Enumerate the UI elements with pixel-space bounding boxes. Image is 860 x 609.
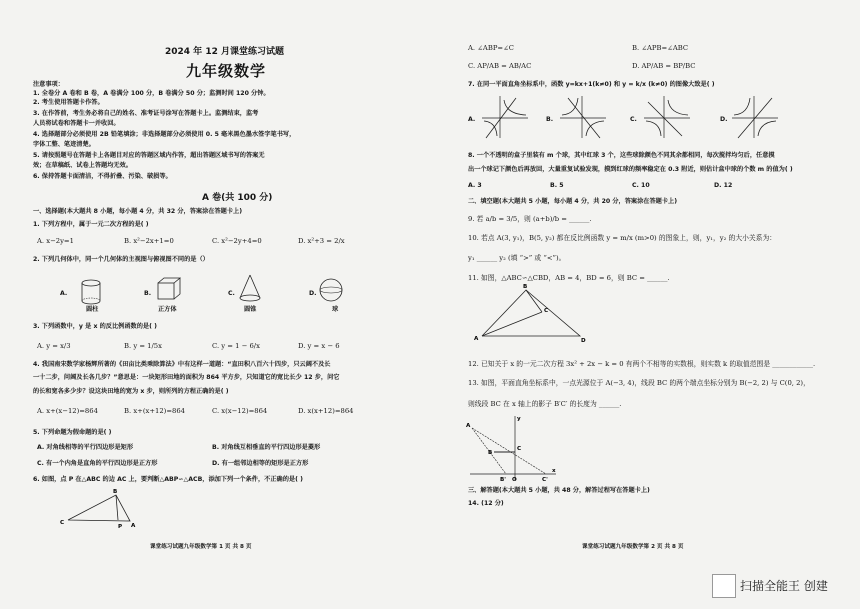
q7-stem: 7. 在同一平面直角坐标系中，函数 y=kx+1(k≠0) 和 y = k/x (k≠0) 的图像大致是( ) (468, 81, 715, 88)
q8-option-d: D. 12 (714, 182, 733, 189)
note-line: 1. 全卷分 A 卷和 B 卷，A 卷满分 100 分，B 卷满分 50 分；监测时间 120 分钟。 (33, 90, 270, 97)
q10-stem-2: y₁ ______ y₂ (填 “>” 或 “<”)。 (468, 254, 566, 262)
q5-stem: 5. 下列命题为假命题的是( ) (33, 429, 112, 436)
q8-option-a: A. 3 (468, 182, 482, 189)
q6-option-a: A. ∠ABP=∠C (468, 44, 514, 52)
svg-text:O: O (512, 477, 517, 483)
q2-option-a: A. (60, 290, 68, 297)
q6-triangle-figure (60, 487, 144, 530)
q10-stem: 10. 若点 A(3, y₁)，B(5, y₂) 都在反比例函数 y = m/x (m>0) 的图象上，则，y₁，y₂ 的大小关系为： (468, 234, 777, 242)
svg-text:D: D (581, 338, 586, 344)
q7-graph-a (482, 94, 532, 140)
q2-stem: 2. 下列几何体中，同一个几何体的主视图与俯视图不同的是（） (33, 256, 209, 263)
page-footer: 课堂练习试题九年级数学第 2 页 共 8 页 (582, 544, 684, 550)
q4-option-d: D. x(x+12)=864 (298, 407, 354, 415)
q3-option-a: A. y = x/3 (37, 342, 71, 350)
q8-option-b: B. 5 (550, 182, 564, 189)
q13-stem: 13. 如图，平面直角坐标系中，一点光源位于 A(−3, 4)，线段 BC 的两个端点坐标分别为 B(−2, 2) 与 C(0, 2)， (468, 379, 810, 387)
q3-option-b: B. y = 1/5x (124, 342, 162, 350)
part2-title: 二、填空题(本大题共 5 小题，每小题 4 分，共 20 分，答案涂在答题卡上) (468, 198, 678, 205)
q4-option-a: A. x+(x−12)=864 (37, 407, 98, 415)
q2-option-d: D. (309, 290, 317, 297)
camscanner-watermark (712, 574, 852, 600)
q1-option-b: B. x²−2x+1=0 (124, 237, 174, 245)
qr-code-icon (712, 574, 736, 598)
svg-text:x: x (552, 468, 556, 474)
q12-stem: 12. 已知关于 x 的一元二次方程 3x² + 2x − k = 0 有两个不相等的实数根，则实数 k 的取值范围是 ____________. (468, 360, 816, 368)
q7-graph-d (732, 94, 782, 140)
page-footer: 课堂练习试题九年级数学第 1 页 共 8 页 (150, 544, 252, 550)
q8-stem: 8. 一个不透明的盒子里装有 m 个球，其中红球 3 个，这些球除颜色不同其余都相同，每次搅拌均匀后，任意摸 (468, 152, 775, 159)
q14-stem: 14. (12 分) (468, 500, 504, 507)
svg-text:B: B (113, 489, 118, 495)
q13-stem-2: 则线段 BC 在 x 轴上的影子 B′C′ 的长度为 ______. (468, 400, 622, 408)
q2-option-c: C. (228, 290, 235, 297)
svg-text:A: A (474, 336, 479, 342)
svg-text:B: B (523, 284, 528, 290)
q4-stem-3: 的长和宽各多少步？设这块田地的宽为 x 步，则所列的方程正确的是( ) (33, 388, 229, 395)
q8-option-c: C. 10 (632, 182, 650, 189)
q4-stem: 4. 我国南宋数学家杨辉所著的《田亩比类乘除算法》中有这样一道题：“直田积八百六十四步，只云阔不及长 (33, 361, 331, 368)
q4-option-b: B. x+(x+12)=864 (124, 407, 185, 415)
exam-header: 2024 年 12 月课堂练习试题 (165, 47, 284, 57)
part1-title: 一、选择题(本大题共 8 小题，每小题 4 分，共 32 分，答案涂在答题卡上) (33, 208, 243, 215)
note-line: 字体工整、笔迹清楚。 (33, 141, 95, 148)
q4-stem-2: 一十二步，问阔及长各几步？”意思是：一块矩形田地的面积为 864 平方步，只知道它的宽比长少 12 步，问它 (33, 374, 340, 381)
q2-caption-c: 圆锥 (244, 306, 257, 313)
note-line: 2. 考生使用答题卡作答。 (33, 99, 104, 106)
q1-option-c: C. x²−2y+4=0 (212, 237, 262, 245)
q6-option-b: B. ∠APB=∠ABC (632, 44, 689, 52)
cone-figure (237, 273, 267, 305)
q6-option-d: D. AP/AB = BP/BC (632, 62, 696, 70)
svg-text:C: C (517, 446, 522, 452)
q5-option-c: C. 有一个内角是直角的平行四边形是正方形 (37, 460, 158, 467)
watermark-text: 扫描全能王 创建 (740, 579, 828, 593)
part3-title: 三、解答题(本大题共 5 小题，共 48 分，解答过程写在答题卡上) (468, 487, 650, 494)
q4-option-c: C. x(x−12)=864 (212, 407, 268, 415)
q6-stem: 6. 如图，点 P 在△ABC 的边 AC 上，要判断△ABP∽△ACB，添加下列一个条件，不正确的是( ) (33, 476, 303, 483)
q5-option-a: A. 对角线相等的平行四边形是矩形 (37, 444, 134, 451)
q3-stem: 3. 下列函数中，y 是 x 的反比例函数的是( ) (33, 323, 157, 330)
svg-text:y: y (517, 416, 521, 422)
note-line: 5. 请按照题号在答题卡上各题目对应的答题区域内作答，超出答题区域书写的答案无 (33, 152, 265, 159)
q7-graph-b (560, 94, 610, 140)
q11-triangle-figure (474, 284, 588, 344)
q2-caption-a: 圆柱 (86, 306, 99, 313)
q1-stem: 1. 下列方程中，属于一元二次方程的是( ) (33, 221, 149, 228)
note-line: 6. 保持答题卡面清洁，不得折叠、污染、破损等。 (33, 173, 172, 180)
note-line: 效；在草稿纸、试卷上答题均无效。 (33, 162, 132, 169)
q3-option-d: D. y = x − 6 (298, 342, 340, 350)
note-line: 3. 在作答前，考生务必将自己的姓名、准考证号涂写在答题卡上。监测结束，监考 (33, 110, 259, 117)
svg-text:A: A (131, 523, 136, 529)
q7-option-a: A. (468, 116, 476, 123)
cube-figure (156, 276, 184, 304)
q8-stem-2: 出一个球记下颜色后再放回，大量重复试验发现，摸到红球的频率稳定在 0.3 附近，则估计盒中球的个数 m 的值为( ) (468, 166, 793, 173)
q5-option-b: B. 对角线互相垂直的平行四边形是菱形 (212, 444, 321, 451)
svg-text:P: P (118, 524, 123, 530)
svg-text:B': B' (500, 477, 506, 483)
sphere-figure (318, 277, 348, 307)
subject-title: 九年级数学 (186, 62, 267, 80)
cylinder-figure (77, 278, 109, 308)
svg-text:A: A (466, 423, 471, 429)
page-2 (430, 0, 860, 609)
section-a-title: A 卷(共 100 分) (202, 193, 273, 203)
svg-text:C: C (544, 308, 549, 314)
svg-text:C': C' (542, 477, 548, 483)
q2-option-b: B. (144, 290, 152, 297)
q7-graph-c (644, 94, 694, 140)
q2-caption-d: 球 (332, 306, 339, 313)
svg-text:B: B (488, 450, 493, 456)
q3-option-c: C. y = 1 − 6/x (212, 342, 260, 350)
q2-caption-b: 正方体 (158, 306, 177, 313)
q11-stem: 11. 如图，△ABC∽△CBD，AB = 4，BD = 6，则 BC = ______. (468, 274, 670, 282)
q9-stem: 9. 若 a/b = 3/5，则 (a+b)/b = ______. (468, 215, 592, 223)
q7-option-c: C. (630, 116, 637, 123)
q1-option-a: A. x−2y=1 (37, 237, 74, 245)
q13-coordinate-figure (466, 414, 560, 483)
q7-option-d: D. (720, 116, 728, 123)
svg-text:C: C (60, 520, 65, 526)
q5-option-d: D. 有一组邻边相等的矩形是正方形 (212, 460, 309, 467)
q6-option-c: C. AP/AB = AB/AC (468, 62, 532, 70)
q1-option-d: D. x²+3 = 2/x (298, 237, 345, 245)
note-line: 人员将试卷和答题卡一并收回。 (33, 120, 120, 127)
notes-title: 注意事项： (33, 81, 64, 88)
note-line: 4. 选择题部分必须使用 2B 铅笔填涂；非选择题部分必须使用 0. 5 毫米黑色墨水签字笔书写， (33, 131, 296, 138)
q7-option-b: B. (546, 116, 554, 123)
